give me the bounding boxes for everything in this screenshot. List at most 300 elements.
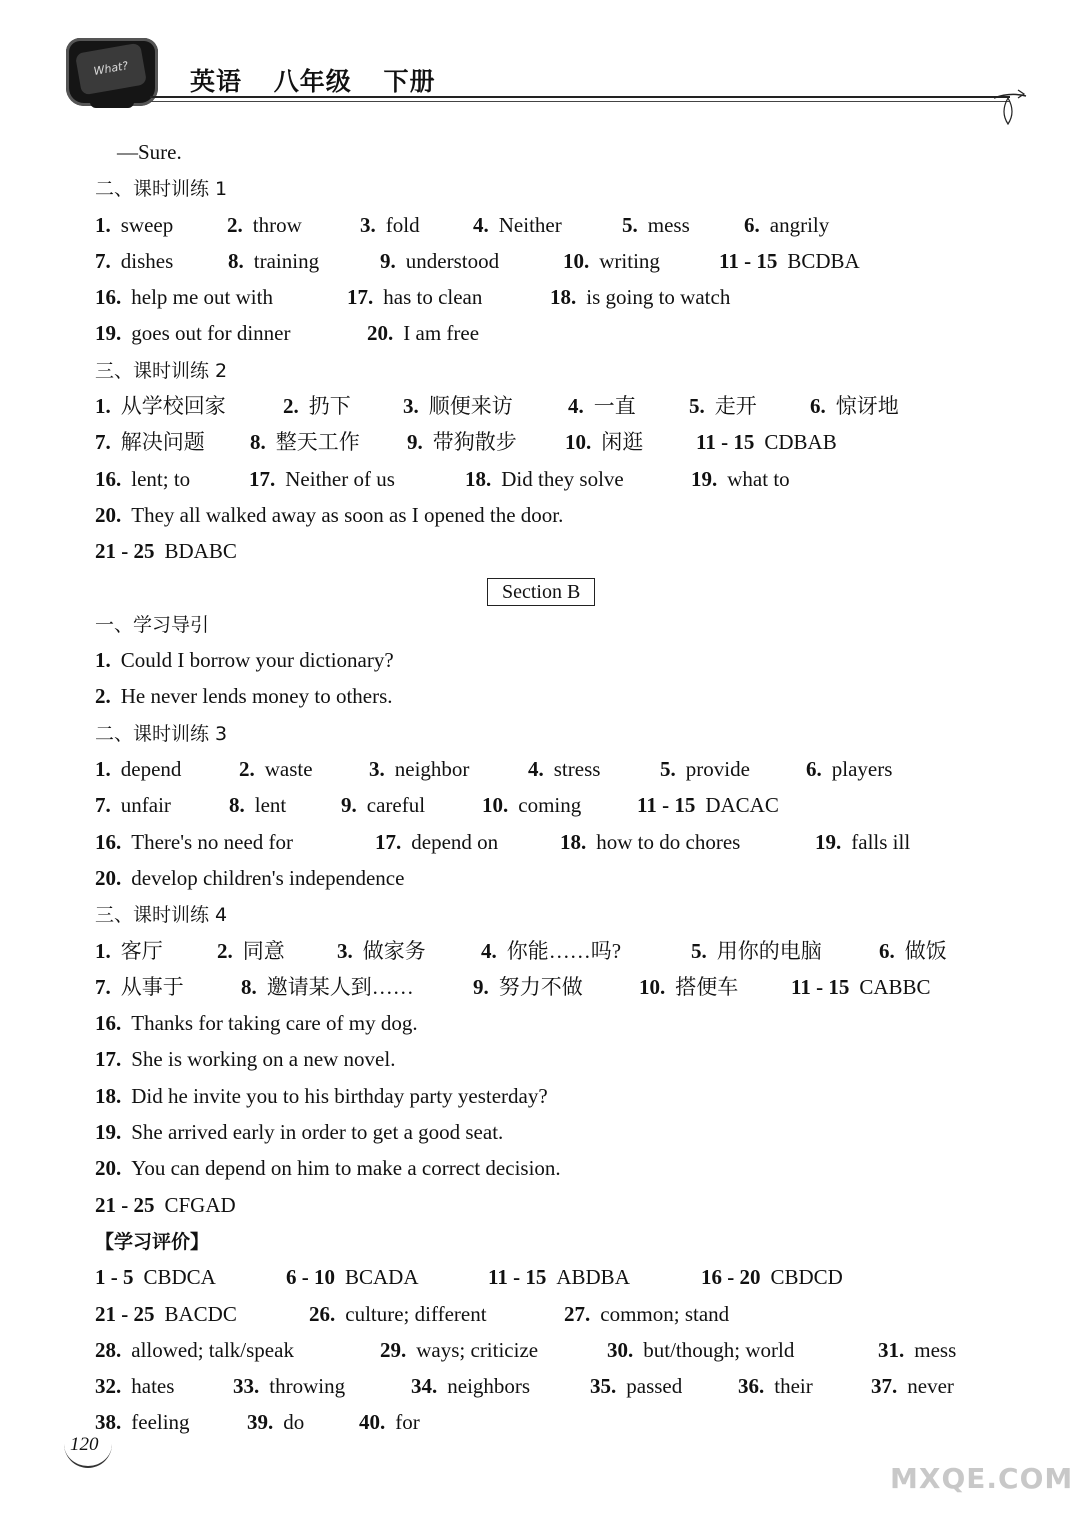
answer-text: 同意 <box>242 938 285 963</box>
answer-item <box>95 1154 561 1183</box>
answer-text: There's no need for <box>131 829 294 854</box>
question-number: 10. <box>482 793 509 818</box>
question-number: 2. <box>283 394 299 419</box>
answer-text: common; stand <box>600 1301 730 1326</box>
answer-text: stress <box>553 757 601 782</box>
answer-row <box>95 1300 1025 1336</box>
question-number: 32. <box>95 1374 122 1399</box>
answer-item <box>473 211 562 240</box>
answer-item <box>564 1300 729 1329</box>
section-heading-row <box>95 900 1025 936</box>
question-number: 16. <box>95 829 122 854</box>
answer-text: feeling <box>131 1410 190 1435</box>
answer-item <box>95 1263 216 1292</box>
answer-item <box>309 1300 487 1329</box>
question-number: 17. <box>347 285 374 310</box>
answer-item <box>347 283 482 312</box>
answer-text: depend on <box>411 829 499 854</box>
question-number: 11 - 15 <box>719 248 778 273</box>
answer-item <box>217 937 285 966</box>
answer-text: throw <box>252 212 302 237</box>
answer-item <box>95 646 394 675</box>
answer-item <box>719 247 860 276</box>
answer-item <box>411 1372 530 1401</box>
answer-text: 顺便来访 <box>428 394 513 419</box>
answer-item <box>337 937 426 966</box>
question-number: 19. <box>691 466 718 491</box>
answer-text: writing <box>599 248 660 273</box>
answer-item <box>367 319 479 348</box>
answer-text: You can depend on him to make a correct decision. <box>131 1156 561 1181</box>
answer-text: 解决问题 <box>120 430 205 455</box>
question-number: 7. <box>95 248 111 273</box>
page-number-ornament <box>64 1440 112 1468</box>
answer-item <box>95 428 205 457</box>
answer-text: Did they solve <box>501 466 624 491</box>
answer-item <box>241 973 414 1002</box>
dialogue-text: —Sure. <box>117 140 182 164</box>
answer-item <box>810 392 899 421</box>
question-number: 7. <box>95 974 111 999</box>
answer-item <box>283 392 351 421</box>
answer-text: CDBAB <box>764 430 837 455</box>
leaf-flourish-icon <box>990 84 1030 128</box>
answer-text: 客厅 <box>120 938 163 963</box>
answer-item <box>233 1372 345 1401</box>
question-number: 21 - 25 <box>95 539 155 564</box>
answer-text: hates <box>131 1374 175 1399</box>
answer-row <box>95 755 1025 791</box>
answer-text: provide <box>685 757 750 782</box>
answer-text: depend <box>120 757 182 782</box>
answer-item <box>696 428 837 457</box>
section-heading-row <box>95 356 1025 392</box>
answer-item <box>95 211 173 240</box>
answer-item <box>482 791 581 820</box>
section-heading-row <box>95 610 1025 646</box>
question-number: 6 - 10 <box>286 1265 335 1290</box>
answer-item <box>95 937 163 966</box>
answer-item <box>488 1263 630 1292</box>
answer-item <box>473 973 583 1002</box>
question-number: 17. <box>249 466 276 491</box>
answer-content <box>95 138 1025 1445</box>
answer-item <box>250 428 360 457</box>
question-number: 16. <box>95 1011 122 1036</box>
page-number: 120 <box>70 1434 99 1455</box>
question-number: 38. <box>95 1410 122 1435</box>
answer-text: She arrived early in order to get a good seat. <box>131 1120 504 1145</box>
answer-item <box>607 1336 794 1365</box>
answer-row <box>95 973 1025 1009</box>
answer-item <box>228 247 319 276</box>
answer-item <box>95 682 393 711</box>
answer-text: never <box>907 1374 954 1399</box>
question-number: 6. <box>744 212 760 237</box>
answer-text: 整天工作 <box>275 430 360 455</box>
answer-row <box>95 1045 1025 1081</box>
answer-text: Neither <box>498 212 562 237</box>
section-heading-row <box>95 719 1025 755</box>
answer-row <box>95 937 1025 973</box>
answer-text: coming <box>518 793 582 818</box>
question-number: 10. <box>639 974 666 999</box>
question-number: 4. <box>473 212 489 237</box>
question-number: 7. <box>95 793 111 818</box>
question-number: 2. <box>217 938 233 963</box>
answer-item <box>380 1336 538 1365</box>
question-number: 2. <box>95 684 111 709</box>
answer-row <box>95 646 1025 682</box>
question-number: 16. <box>95 466 122 491</box>
answer-item <box>407 428 517 457</box>
question-number: 18. <box>465 466 492 491</box>
question-number: 5. <box>622 212 638 237</box>
question-number: 8. <box>228 248 244 273</box>
answer-item <box>95 864 404 893</box>
question-number: 16 - 20 <box>701 1265 761 1290</box>
question-number: 7. <box>95 430 111 455</box>
answer-text: dishes <box>120 248 174 273</box>
answer-item <box>95 791 171 820</box>
answer-item <box>871 1372 954 1401</box>
question-number: 1. <box>95 394 111 419</box>
question-number: 9. <box>407 430 423 455</box>
answer-text: lent; to <box>131 466 191 491</box>
question-number: 17. <box>95 1047 122 1072</box>
answer-text: neighbor <box>394 757 470 782</box>
answer-text: He never lends money to others. <box>120 684 393 709</box>
answer-item <box>375 828 498 857</box>
question-number: 18. <box>550 285 577 310</box>
answer-text: has to clean <box>383 285 483 310</box>
answer-text: players <box>831 757 893 782</box>
answer-item <box>637 791 779 820</box>
answer-item <box>95 1118 503 1147</box>
question-number: 3. <box>369 757 385 782</box>
answer-text: 扔下 <box>308 394 351 419</box>
question-number: 29. <box>380 1337 407 1362</box>
section-heading-row <box>95 138 1025 174</box>
answer-item <box>95 1300 237 1329</box>
answer-row <box>95 1118 1025 1154</box>
answer-text: I am free <box>403 321 480 346</box>
question-number: 21 - 25 <box>95 1192 155 1217</box>
answer-text: waste <box>264 757 313 782</box>
answer-item <box>95 828 293 857</box>
answer-row <box>95 1372 1025 1408</box>
question-number: 17. <box>375 829 402 854</box>
answer-text: how to do chores <box>596 829 741 854</box>
answer-text: 你能……吗? <box>506 938 622 963</box>
answer-row <box>95 1154 1025 1190</box>
answer-row <box>95 537 1025 573</box>
answer-item <box>689 392 757 421</box>
answer-item <box>95 1408 190 1437</box>
answer-item <box>95 1082 548 1111</box>
question-number: 20. <box>367 321 394 346</box>
answer-item <box>247 1408 304 1437</box>
answer-item <box>815 828 910 857</box>
question-number: 39. <box>247 1410 274 1435</box>
question-number: 9. <box>380 248 396 273</box>
question-number: 8. <box>229 793 245 818</box>
answer-text: 从学校回家 <box>120 394 226 419</box>
answer-text: BACDC <box>164 1301 237 1326</box>
answer-item <box>95 465 190 494</box>
question-number: 11 - 15 <box>488 1265 547 1290</box>
answer-item <box>563 247 660 276</box>
answer-text: do <box>283 1410 305 1435</box>
answer-row <box>95 283 1025 319</box>
question-number: 18. <box>560 829 587 854</box>
answer-text: fold <box>385 212 420 237</box>
question-number: 35. <box>590 1374 617 1399</box>
answer-item <box>95 247 173 276</box>
answer-item <box>701 1263 843 1292</box>
answer-item <box>481 937 621 966</box>
answer-item <box>528 755 600 784</box>
question-number: 10. <box>563 248 590 273</box>
question-number: 1. <box>95 212 111 237</box>
section-heading-row <box>95 1227 1025 1263</box>
answer-item <box>691 465 790 494</box>
question-number: 8. <box>241 974 257 999</box>
question-number: 2. <box>227 212 243 237</box>
question-number: 33. <box>233 1374 260 1399</box>
answer-text: 带狗散步 <box>432 430 517 455</box>
question-number: 4. <box>481 938 497 963</box>
tv-screen-text: What? <box>75 43 147 96</box>
answer-text: BCDBA <box>787 248 860 273</box>
answer-text: neighbors <box>447 1374 531 1399</box>
section-heading: 三、课时训练 2 <box>95 359 228 382</box>
answer-item <box>341 791 425 820</box>
answer-text: training <box>253 248 320 273</box>
answer-text: throwing <box>269 1374 346 1399</box>
section-heading: 三、课时训练 4 <box>95 904 228 927</box>
answer-text: DACAC <box>705 793 779 818</box>
answer-item <box>95 1336 294 1365</box>
page-header <box>0 0 1074 140</box>
question-number: 9. <box>341 793 357 818</box>
answer-item <box>691 937 822 966</box>
answer-item <box>738 1372 813 1401</box>
question-number: 10. <box>565 430 592 455</box>
answer-item <box>95 537 237 566</box>
answer-row <box>95 428 1025 464</box>
question-number: 21 - 25 <box>95 1301 155 1326</box>
answer-text: 用你的电脑 <box>716 938 822 963</box>
answer-text: BCADA <box>345 1265 419 1290</box>
question-number: 6. <box>806 757 822 782</box>
question-number: 19. <box>815 829 842 854</box>
answer-item <box>95 755 181 784</box>
answer-row <box>95 828 1025 864</box>
title-grade: 八年级 <box>273 67 352 96</box>
answer-text: 做家务 <box>362 938 426 963</box>
answer-item <box>660 755 750 784</box>
answer-text: 闲逛 <box>601 430 644 455</box>
answer-row <box>95 465 1025 501</box>
answer-item <box>878 1336 956 1365</box>
book-title <box>190 62 457 98</box>
question-number: 1. <box>95 757 111 782</box>
answer-row <box>95 211 1025 247</box>
question-number: 6. <box>879 938 895 963</box>
answer-text: goes out for dinner <box>131 321 291 346</box>
answer-text: lent <box>254 793 287 818</box>
answer-text: mess <box>914 1337 957 1362</box>
answer-text: Thanks for taking care of my dog. <box>131 1011 418 1036</box>
answer-row <box>95 682 1025 718</box>
answer-item <box>560 828 740 857</box>
question-number: 19. <box>95 1120 122 1145</box>
answer-text: Did he invite you to his birthday party yesterday? <box>131 1083 548 1108</box>
answer-item <box>879 937 947 966</box>
answer-text: angrily <box>769 212 830 237</box>
answer-row <box>95 1336 1025 1372</box>
question-number: 11 - 15 <box>791 974 850 999</box>
answer-text: sweep <box>120 212 174 237</box>
question-number: 30. <box>607 1337 634 1362</box>
answer-text: 做饭 <box>904 938 947 963</box>
answer-row <box>95 501 1025 537</box>
question-number: 5. <box>689 394 705 419</box>
question-number: 20. <box>95 865 122 890</box>
answer-row <box>95 319 1025 355</box>
answer-item <box>622 211 690 240</box>
answer-item <box>791 973 931 1002</box>
answer-text: their <box>774 1374 813 1399</box>
answer-row <box>95 1408 1025 1444</box>
section-heading: 二、课时训练 1 <box>95 178 228 201</box>
answer-text: They all walked away as soon as I opened the door. <box>131 502 564 527</box>
answer-text: Neither of us <box>285 466 395 491</box>
watermark-text: MXQE.COM <box>890 1462 1074 1495</box>
answer-text: ways; criticize <box>416 1337 539 1362</box>
section-row <box>95 574 1025 610</box>
answer-item <box>380 247 499 276</box>
answer-item <box>403 392 513 421</box>
question-number: 3. <box>403 394 419 419</box>
answer-text: careful <box>366 793 426 818</box>
answer-item <box>229 791 286 820</box>
answer-row <box>95 1263 1025 1299</box>
answer-text: Could I borrow your dictionary? <box>120 648 394 673</box>
question-number: 34. <box>411 1374 438 1399</box>
question-number: 19. <box>95 321 122 346</box>
tv-stand <box>90 100 134 108</box>
answer-text: help me out with <box>131 285 273 310</box>
section-heading: 一、学习导引 <box>95 613 210 636</box>
answer-item <box>227 211 302 240</box>
question-number: 36. <box>738 1374 765 1399</box>
question-number: 6. <box>810 394 826 419</box>
answer-text: CBDCD <box>770 1265 843 1290</box>
answer-item <box>249 465 395 494</box>
answer-text: ABDBA <box>556 1265 630 1290</box>
answer-text: passed <box>626 1374 683 1399</box>
question-number: 20. <box>95 1156 122 1181</box>
answer-text: She is working on a new novel. <box>131 1047 396 1072</box>
answer-item <box>806 755 892 784</box>
header-rule-thin <box>150 101 1010 102</box>
question-number: 28. <box>95 1337 122 1362</box>
question-number: 1. <box>95 938 111 963</box>
answer-item <box>239 755 313 784</box>
answer-row <box>95 247 1025 283</box>
answer-item <box>95 319 290 348</box>
answer-item <box>568 392 636 421</box>
answer-text: mess <box>647 212 690 237</box>
question-number: 5. <box>691 938 707 963</box>
answer-item <box>95 501 563 530</box>
question-number: 4. <box>568 394 584 419</box>
question-number: 27. <box>564 1301 591 1326</box>
answer-text: is going to watch <box>586 285 731 310</box>
answer-text: unfair <box>120 793 171 818</box>
answer-item <box>95 392 226 421</box>
answer-item <box>359 1408 420 1437</box>
title-subject: 英语 <box>190 67 243 96</box>
question-number: 40. <box>359 1410 386 1435</box>
question-number: 3. <box>337 938 353 963</box>
answer-text: culture; different <box>345 1301 487 1326</box>
question-number: 5. <box>660 757 676 782</box>
question-number: 3. <box>360 212 376 237</box>
answer-item <box>286 1263 419 1292</box>
answer-item <box>565 428 643 457</box>
question-number: 37. <box>871 1374 898 1399</box>
question-number: 11 - 15 <box>696 430 755 455</box>
question-number: 11 - 15 <box>637 793 696 818</box>
answer-row <box>95 864 1025 900</box>
question-number: 18. <box>95 1083 122 1108</box>
question-number: 1 - 5 <box>95 1265 134 1290</box>
question-number: 31. <box>878 1337 905 1362</box>
answer-item <box>95 1191 236 1220</box>
question-number: 20. <box>95 502 122 527</box>
answer-text: what to <box>727 466 790 491</box>
answer-item <box>95 1009 418 1038</box>
answer-text: allowed; talk/speak <box>131 1337 294 1362</box>
question-number: 9. <box>473 974 489 999</box>
question-number: 2. <box>239 757 255 782</box>
answer-item <box>95 283 273 312</box>
header-rule <box>150 96 1010 98</box>
answer-text: 邀请某人到…… <box>266 974 414 999</box>
answer-text: develop children's independence <box>131 865 405 890</box>
section-b-label: Section B <box>487 578 595 606</box>
answer-text: understood <box>405 248 500 273</box>
answer-text: BDABC <box>164 539 237 564</box>
answer-item <box>95 973 184 1002</box>
answer-text: CBDCA <box>143 1265 216 1290</box>
question-number: 26. <box>309 1301 336 1326</box>
answer-text: falls ill <box>851 829 911 854</box>
answer-item <box>360 211 420 240</box>
answer-item <box>639 973 738 1002</box>
question-number: 16. <box>95 285 122 310</box>
answer-text: CABBC <box>859 974 931 999</box>
section-heading: 二、课时训练 3 <box>95 722 228 745</box>
answer-item <box>369 755 469 784</box>
answer-text: 走开 <box>714 394 757 419</box>
answer-text: but/though; world <box>643 1337 795 1362</box>
question-number: 8. <box>250 430 266 455</box>
answer-text: for <box>395 1410 420 1435</box>
